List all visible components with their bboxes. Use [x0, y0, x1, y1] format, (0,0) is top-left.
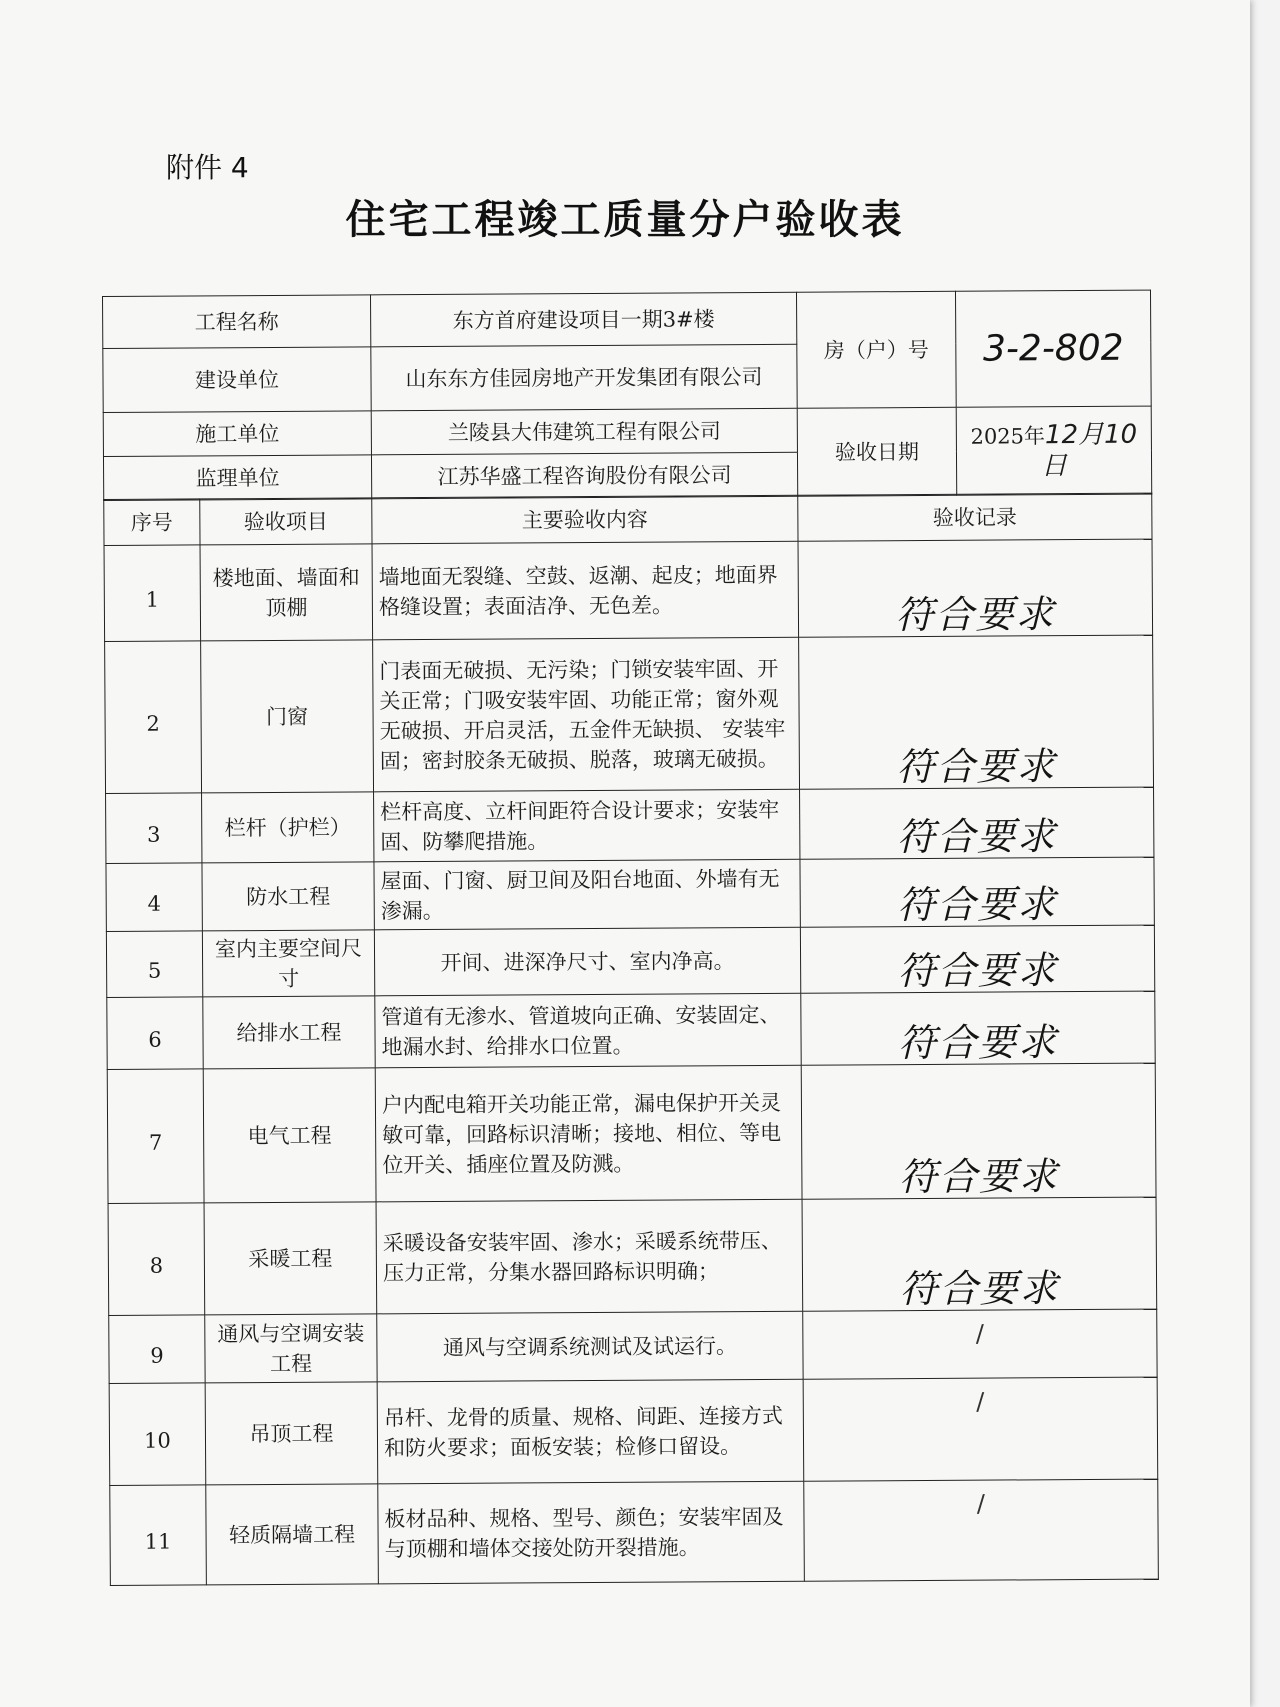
date-month: 12月 [1044, 419, 1105, 450]
page-title: 住宅工程竣工质量分户验收表 [345, 197, 905, 243]
row-seq: 1 [104, 545, 201, 642]
project-name-value: 东方首府建设项目一期3#楼 [370, 292, 796, 347]
row-content: 通风与空调系统测试及试运行。 [377, 1312, 803, 1383]
row-content: 户内配电箱开关功能正常，漏电保护开关灵敏可靠，回路标识清晰；接地、相位、等电位开关、插座位置及防溅。 [375, 1066, 802, 1203]
row-record: / [804, 1479, 1159, 1581]
row-content: 采暖设备安装牢固、渗水；采暖系统带压、压力正常，分集水器回路标识明确； [376, 1200, 803, 1315]
row-record: 符合要求 [801, 1063, 1156, 1199]
row-item: 吊顶工程 [205, 1382, 378, 1485]
row-record: 符合要求 [800, 787, 1154, 859]
row-content: 吊杆、龙骨的质量、规格、间距、连接方式和防火要求；面板安装；检修口留设。 [377, 1380, 804, 1485]
row-record: / [803, 1377, 1158, 1481]
row-content: 门表面无破损、无污染；门锁安装牢固、开关正常；门吸安装牢固、功能正常；窗外观无破损、开启灵活，五金件无缺损、 安装牢固；密封胶条无破损、脱落，玻璃无破损。 [373, 638, 800, 793]
row-seq: 3 [106, 793, 202, 864]
table-row [104, 539, 1153, 641]
table-row [109, 1309, 1157, 1383]
supervisor-label: 监理单位 [103, 455, 371, 501]
date-label: 验收日期 [797, 407, 957, 496]
date-value [956, 406, 1152, 495]
row-seq: 4 [106, 863, 202, 932]
row-item: 电气工程 [203, 1068, 376, 1203]
col-header-item: 验收项目 [200, 498, 372, 545]
contractor-value: 兰陵县大伟建筑工程有限公司 [371, 408, 797, 455]
row-seq: 10 [109, 1383, 206, 1486]
row-record: 符合要求 [802, 1197, 1157, 1311]
row-content: 墙地面无裂缝、空鼓、返潮、起皮；地面界格缝设置；表面洁净、无色差。 [372, 542, 799, 641]
row-seq: 7 [107, 1069, 204, 1204]
contractor-label: 施工单位 [103, 411, 371, 457]
col-header-record: 验收记录 [798, 493, 1152, 541]
row-item: 楼地面、墙面和顶棚 [200, 544, 373, 641]
builder-value: 山东东方佳园房地产开发集团有限公司 [371, 344, 797, 411]
row-content: 屋面、门窗、厨卫间及阳台地面、外墙有无渗漏。 [374, 860, 800, 931]
table-row [107, 1063, 1156, 1203]
row-record: 符合要求 [798, 539, 1153, 637]
row-content: 栏杆高度、立杆间距符合设计要求；安装牢固、防攀爬措施。 [374, 790, 800, 863]
row-seq: 2 [105, 641, 202, 794]
row-seq: 9 [109, 1315, 205, 1384]
table-row [106, 857, 1154, 931]
builder-label: 建设单位 [103, 347, 371, 413]
row-record: 符合要求 [800, 857, 1154, 927]
table-row [107, 991, 1155, 1069]
row-item: 栏杆（护栏） [202, 792, 374, 863]
attachment-label: 附件 4 [166, 151, 249, 184]
inspection-table [103, 493, 1159, 1586]
table-row [105, 635, 1154, 793]
project-name-label: 工程名称 [103, 295, 371, 349]
row-record: / [803, 1309, 1157, 1379]
row-seq: 8 [108, 1203, 205, 1316]
row-item: 门窗 [201, 640, 374, 793]
table-row [106, 925, 1154, 997]
col-header-content: 主要验收内容 [372, 496, 798, 545]
row-item: 防水工程 [202, 862, 374, 931]
row-content: 板材品种、规格、型号、颜色；安装牢固及与顶棚和墙体交接处防开裂措施。 [378, 1482, 805, 1585]
table-row [108, 1197, 1157, 1315]
supervisor-value: 江苏华盛工程咨询股份有限公司 [371, 452, 797, 499]
table-row [106, 787, 1154, 863]
info-table [102, 290, 1152, 501]
row-item: 给排水工程 [203, 996, 375, 1069]
row-item: 轻质隔墙工程 [206, 1484, 379, 1585]
row-content: 管道有无渗水、管道坡向正确、安装固定、地漏水封、给排水口位置。 [375, 994, 801, 1069]
acceptance-form [102, 290, 1158, 1587]
row-content: 开间、进深净尺寸、室内净高。 [374, 928, 800, 997]
date-year: 2025年 [970, 423, 1046, 449]
table-header-row [104, 493, 1152, 545]
room-label: 房（户）号 [796, 291, 956, 408]
row-record: 符合要求 [801, 991, 1155, 1065]
row-seq: 6 [107, 997, 203, 1070]
room-value: 3-2-802 [955, 290, 1151, 407]
table-row [109, 1377, 1158, 1485]
date-day: 10日 [1040, 419, 1138, 481]
row-record: 符合要求 [800, 925, 1154, 993]
table-row [110, 1479, 1159, 1585]
row-item: 室内主要空间尺寸 [202, 930, 374, 997]
row-seq: 5 [106, 931, 202, 998]
col-header-seq: 序号 [104, 499, 200, 546]
row-item: 采暖工程 [204, 1202, 377, 1315]
row-seq: 11 [110, 1485, 207, 1586]
row-record: 符合要求 [799, 635, 1154, 789]
row-item: 通风与空调安装工程 [205, 1314, 377, 1383]
